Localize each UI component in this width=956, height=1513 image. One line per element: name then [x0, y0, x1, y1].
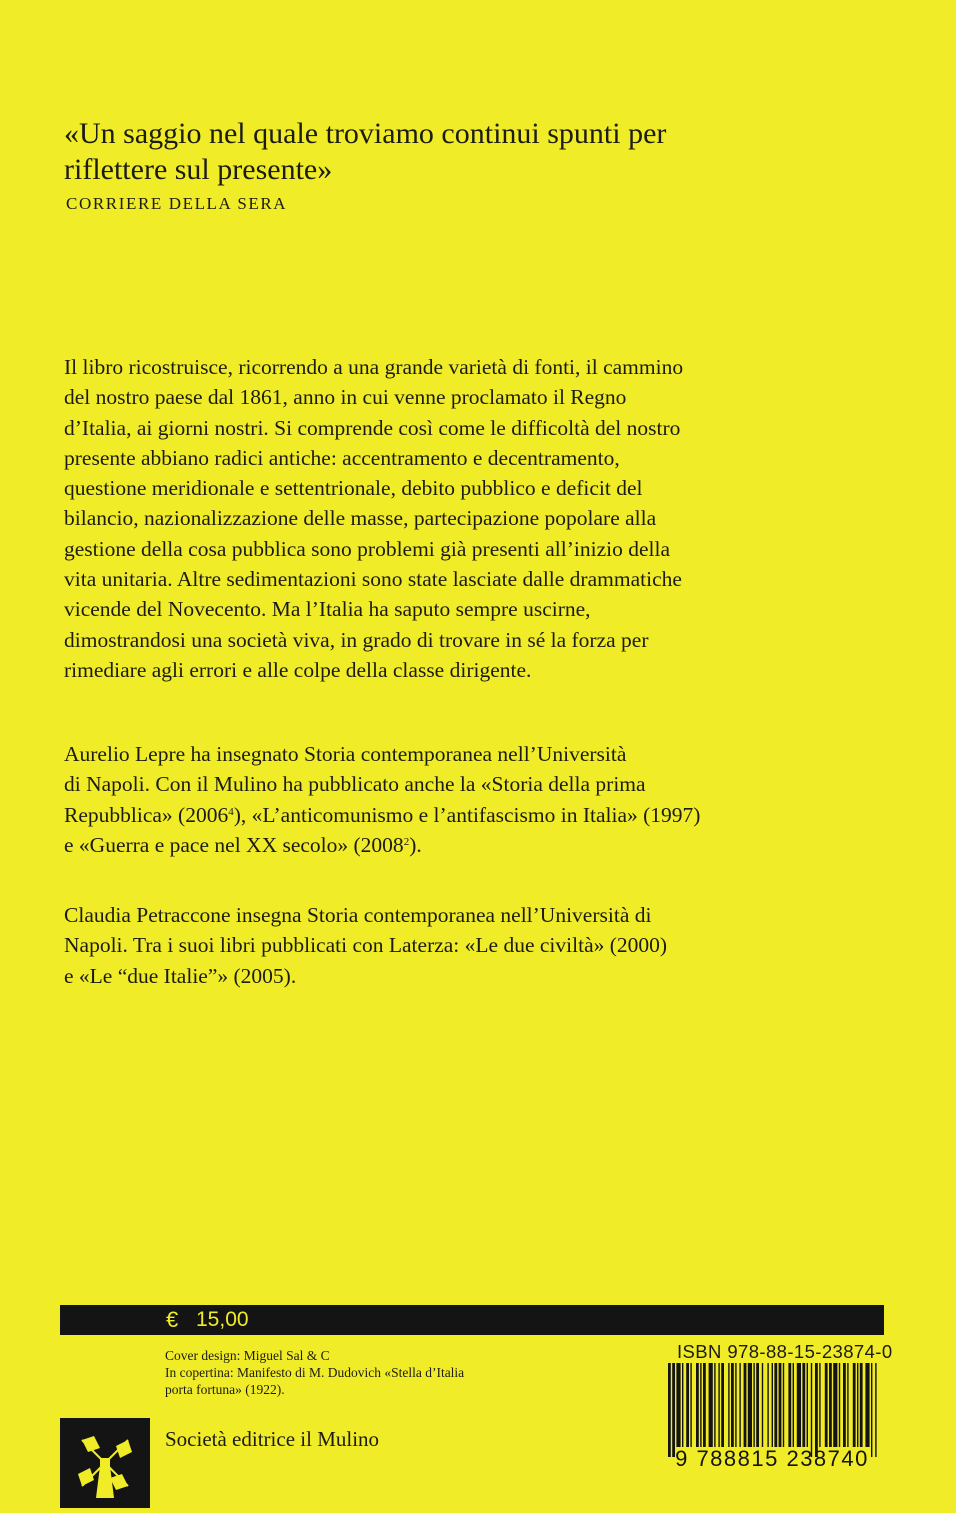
barcode-bar: [811, 1363, 812, 1457]
barcode-bar: [756, 1363, 759, 1447]
edition-superscript: 2: [403, 835, 410, 848]
price-bar: [60, 1305, 884, 1335]
barcode-bar: [753, 1363, 754, 1447]
review-quote-line: riflettere sul presente»: [64, 153, 333, 186]
barcode-bar: [857, 1363, 858, 1447]
credits-line: In copertina: Manifesto di M. Dudovich «Stella d’Italia: [165, 1365, 465, 1380]
barcode-bar: [772, 1363, 773, 1447]
blurb-line: vita unitaria. Altre sedimentazioni sono state lasciate dalle drammatiche: [64, 567, 682, 592]
barcode-bar: [762, 1363, 763, 1447]
review-source: CORRIERE DELLA SERA: [66, 194, 288, 213]
barcode-bar: [829, 1363, 832, 1447]
barcode-bar: [714, 1363, 715, 1447]
cover-credits: [165, 1347, 585, 1398]
barcode-bar: [703, 1363, 706, 1447]
bio-line: [64, 800, 904, 830]
barcode-bar: [871, 1363, 872, 1457]
bio-line: e «Le “due Italie”» (2005).: [64, 963, 297, 988]
barcode-bar: [767, 1363, 768, 1447]
barcode-bar: [833, 1363, 837, 1447]
credits-line: Cover design: Miguel Sal & C: [165, 1348, 330, 1363]
barcode-bar: [735, 1363, 736, 1447]
barcode-bar: [825, 1363, 828, 1447]
barcode-bar: [728, 1363, 729, 1447]
barcode-bar: [774, 1363, 777, 1447]
barcode-bar: [802, 1363, 805, 1447]
blurb-line: gestione della cosa pubblica sono problemi già presenti all’inizio della: [64, 536, 670, 561]
publisher-name: Società editrice il Mulino: [165, 1427, 380, 1451]
barcode-bar: [700, 1363, 701, 1447]
barcode-bar: [744, 1363, 747, 1447]
windmill-logo-icon: [60, 1418, 150, 1508]
barcode-bar: [853, 1363, 856, 1447]
barcode-bar: [847, 1363, 848, 1447]
barcode-bar: [783, 1363, 784, 1447]
barcode-bar: [739, 1363, 740, 1447]
bio-line: Claudia Petraccone insegna Storia contemporanea nell’Università di: [64, 903, 652, 927]
blurb-line: Il libro ricostruisce, ricorrendo a una grande varietà di fonti, il cammino: [64, 355, 684, 379]
isbn-label: ISBN 978-88-15-23874-0: [677, 1341, 893, 1362]
bio-line: [64, 830, 904, 860]
bio-text: Repubblica» (2006: [64, 802, 229, 827]
barcode-bar: [718, 1363, 719, 1447]
barcode-bar: [819, 1363, 820, 1447]
barcode-bar: [807, 1363, 808, 1447]
blurb-line: dimostrandosi una società viva, in grado di trovare in sé la forza per: [64, 627, 649, 652]
price-value: 15,00: [196, 1308, 249, 1331]
blurb-line: questione meridionale e settentrionale, debito pubblico e deficit del: [64, 476, 643, 501]
barcode-bar: [797, 1363, 801, 1447]
barcode-bar: [793, 1363, 794, 1447]
blurb-line: rimediare agli errori e alle colpe della classe dirigente.: [64, 657, 532, 682]
author-bio-petraccone: [64, 900, 904, 991]
bio-line: Napoli. Tra i suoi libri pubblicati con Laterza: «Le due civiltà» (2000): [64, 933, 668, 958]
barcode-bar: [748, 1363, 752, 1447]
edition-superscript: 4: [228, 805, 234, 818]
credits-line: porta fortuna» (1922).: [165, 1382, 285, 1397]
barcode-bar: [690, 1363, 691, 1447]
barcode-bar: [668, 1363, 671, 1457]
blurb-line: del nostro paese dal 1861, anno in cui venne proclamato il Regno: [64, 385, 627, 410]
windmill-logo-graphic: [60, 1418, 150, 1508]
barcode-bar: [696, 1363, 699, 1447]
bio-line: Aurelio Lepre ha insegnato Storia contemporanea nell’Università: [64, 742, 627, 766]
review-quote-line: «Un saggio nel quale troviamo continui spunti per: [64, 117, 667, 150]
barcode-bar: [672, 1363, 675, 1457]
barcode-digits: 9 788815 238740: [675, 1446, 869, 1471]
bio-text: e «Guerra e pace nel XX secolo» (2008: [64, 832, 404, 857]
review-quote: [64, 116, 864, 188]
barcode-bar: [860, 1363, 863, 1447]
barcode-bar: [875, 1363, 876, 1457]
barcode-bar: [686, 1363, 689, 1447]
blurb-line: d’Italia, ai giorni nostri. Si comprende così come le difficoltà del nostro: [64, 415, 681, 440]
bio-line: di Napoli. Con il Mulino ha pubblicato anche la «Storia della prima: [64, 772, 646, 797]
barcode-bar: [788, 1363, 791, 1447]
blurb-line: bilancio, nazionalizzazione delle masse, partecipazione popolare alla: [64, 506, 657, 531]
barcode-bar: [865, 1363, 869, 1447]
barcode-bar: [843, 1363, 846, 1447]
author-bio-lepre: [64, 739, 904, 860]
barcode-bar: [779, 1363, 782, 1447]
barcode-bar: [815, 1363, 818, 1457]
barcode-bar: [839, 1363, 840, 1447]
book-blurb: [64, 352, 904, 685]
barcode-bar: [682, 1363, 683, 1447]
barcode-bar: [709, 1363, 713, 1447]
blurb-line: vicende del Novecento. Ma l’Italia ha saputo sempre uscirne,: [64, 597, 591, 622]
bio-text: ).: [409, 832, 422, 857]
blurb-line: presente abbiano radici antiche: accentramento e decentramento,: [64, 445, 620, 470]
barcode-bar: [731, 1363, 734, 1447]
currency-symbol: €: [166, 1307, 179, 1332]
bio-text: ), «L’anticomunismo e l’antifascismo in Italia» (1997): [233, 802, 701, 827]
barcode-bar: [676, 1363, 680, 1447]
barcode-bar: [721, 1363, 724, 1447]
